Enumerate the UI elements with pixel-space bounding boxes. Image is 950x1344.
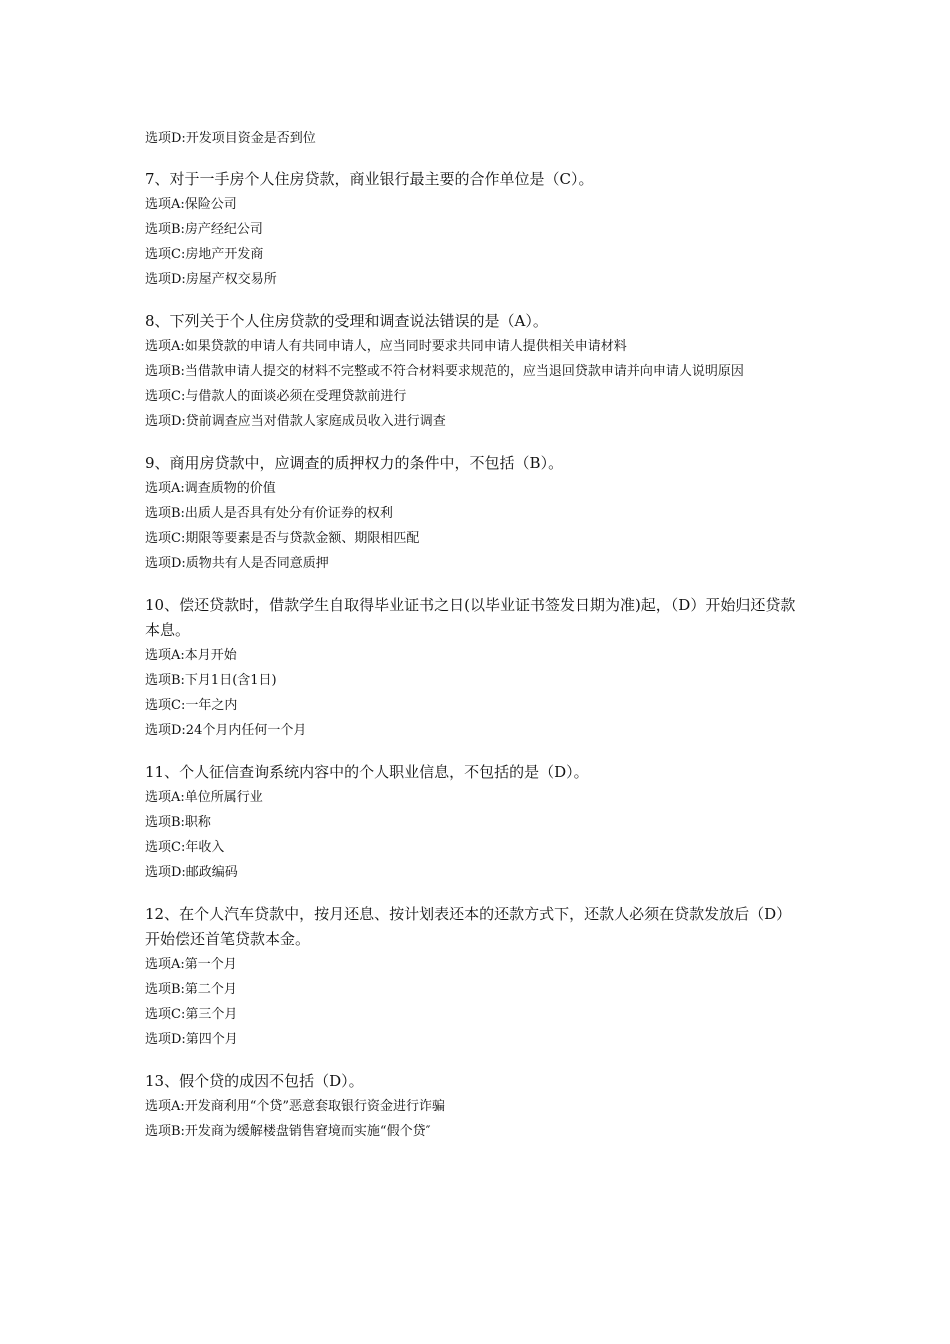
question-title: 9、商用房贷款中，应调查的质押权力的条件中，不包括（B）。 [145,454,564,472]
option-list [145,643,805,743]
question-list [145,126,805,1161]
question-block [145,451,805,576]
option-text: 选项B:第二个月 [145,982,237,997]
question-block [145,167,805,292]
option-text: 选项C:年收入 [145,840,225,855]
question-block [145,760,805,885]
option-text: 选项D:贷前调查应当对借款人家庭成员收入进行调查 [145,414,446,429]
option-text: 选项C:期限等要素是否与贷款金额、期限相匹配 [145,531,420,546]
option-text: 选项B:出质人是否具有处分有价证券的权利 [145,506,393,521]
option-text: 选项A:开发商利用“个贷”恶意套取银行资金进行诈骗 [145,1099,446,1114]
option-list [145,476,805,576]
option-text: 选项B:房产经纪公司 [145,222,263,237]
question-title: 11、个人征信查询系统内容中的个人职业信息，不包括的是（D）。 [145,763,589,781]
option-list [145,952,805,1052]
question-title: 12、在个人汽车贷款中，按月还息、按计划表还本的还款方式下，还款人必须在贷款发放后（D）开始偿还首笔贷款本金。 [145,905,792,948]
option-text: 选项A:本月开始 [145,648,237,663]
question-block [145,902,805,1052]
option-text: 选项C:一年之内 [145,698,238,713]
option-text: 选项A:如果贷款的申请人有共同申请人，应当同时要求共同申请人提供相关申请材料 [145,339,627,354]
option-text: 选项A:保险公司 [145,197,237,212]
option-text: 选项A:单位所属行业 [145,790,263,805]
option-text: 选项B:开发商为缓解楼盘销售窘境而实施“假个贷″ [145,1124,431,1139]
option-text: 选项D:邮政编码 [145,865,238,880]
option-text: 选项A:第一个月 [145,957,237,972]
option-text: 选项B:下月1日(含1日) [145,673,277,688]
question-title: 13、假个贷的成因不包括（D）。 [145,1072,364,1090]
option-list [145,192,805,292]
option-text: 选项D:房屋产权交易所 [145,272,277,287]
option-text: 选项A:调查质物的价值 [145,481,276,496]
option-list [145,334,805,434]
option-text: 选项D:第四个月 [145,1032,238,1047]
question-block [145,1069,805,1144]
question-title: 10、偿还贷款时，借款学生自取得毕业证书之日(以毕业证书签发日期为准)起，（D）开始归还贷款本息。 [145,596,796,639]
option-text: 选项D:质物共有人是否同意质押 [145,556,329,571]
option-list [145,1094,805,1144]
option-text: 选项B:职称 [145,815,211,830]
question-title: 7、对于一手房个人住房贷款，商业银行最主要的合作单位是（C）。 [145,170,594,188]
option-text: 选项D:开发项目资金是否到位 [145,131,316,146]
option-text: 选项B:当借款申请人提交的材料不完整或不符合材料要求规范的，应当退回贷款申请并向申请人说明原因 [145,364,744,379]
option-text: 选项C:与借款人的面谈必须在受理贷款前进行 [145,389,407,404]
question-block [145,593,805,743]
question-title: 8、下列关于个人住房贷款的受理和调查说法错误的是（A）。 [145,312,548,330]
question-block [145,309,805,434]
option-list [145,785,805,885]
option-text: 选项C:房地产开发商 [145,247,264,262]
questions-container [145,167,805,1144]
option-text: 选项C:第三个月 [145,1007,238,1022]
option-text: 选项D:24个月内任何一个月 [145,723,307,738]
